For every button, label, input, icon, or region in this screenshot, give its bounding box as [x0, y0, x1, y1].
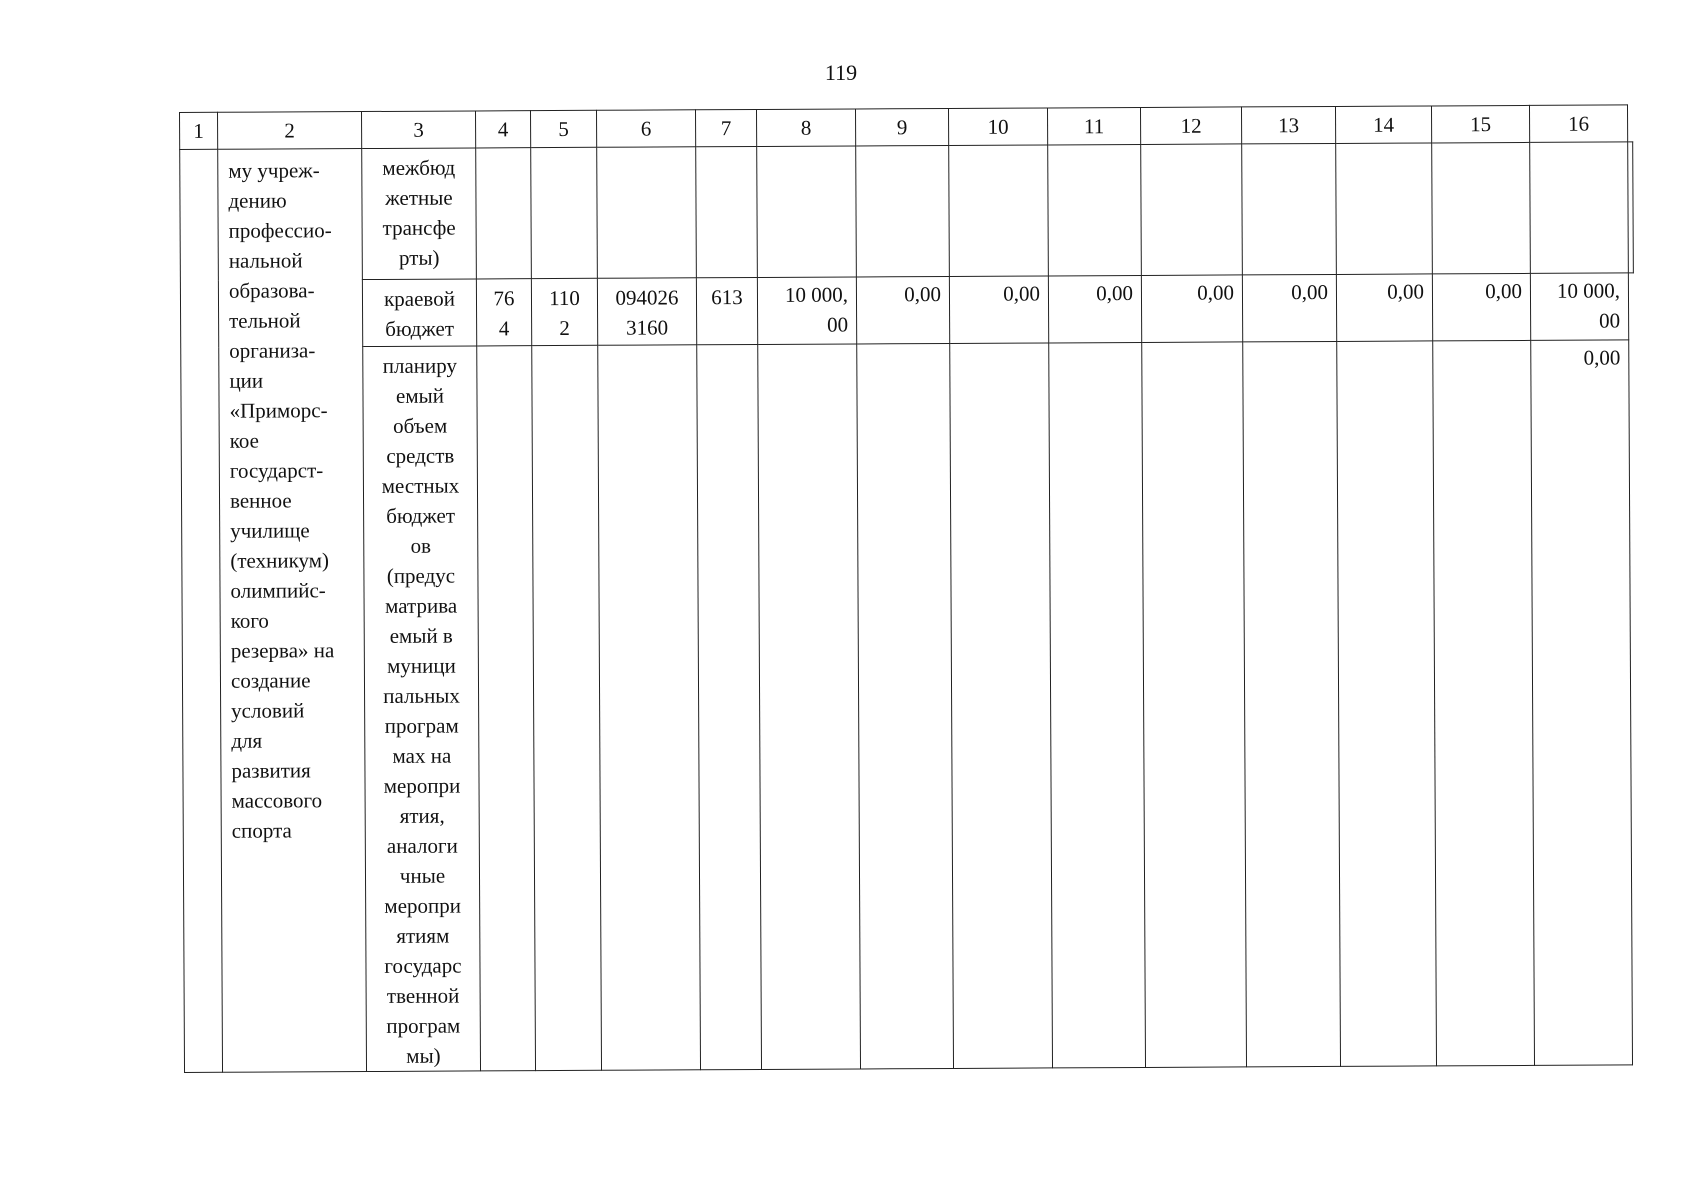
header-col-1: 1: [180, 112, 218, 149]
source-regional-cell: [362, 279, 476, 347]
empty-cell: [477, 346, 536, 1071]
amount-col-13: 0,00: [1242, 274, 1336, 341]
amount-col-8: [757, 277, 856, 345]
amount-col-14: 0,00: [1336, 274, 1432, 342]
empty-cell: [531, 147, 598, 278]
header-col-14: 14: [1335, 106, 1431, 144]
amount-col-16: [1530, 273, 1628, 341]
header-col-16: 16: [1529, 105, 1627, 143]
empty-cell: [697, 344, 762, 1069]
header-col-9: 9: [855, 108, 948, 145]
empty-cell: [1242, 143, 1337, 274]
empty-cell: [1433, 340, 1535, 1066]
header-col-15: 15: [1431, 105, 1529, 143]
source-planned-cell: [363, 346, 481, 1072]
empty-cell: [476, 148, 532, 279]
amount-col-15: 0,00: [1432, 273, 1530, 341]
empty-cell: [950, 343, 1053, 1069]
event-name-cell: [218, 149, 367, 1073]
empty-cell: [1048, 144, 1142, 275]
event-name-text: му учреж- дению профессио- нальной образова- тельной организа- ции «Приморс- кое государст- венное училище (техникум) олимпийс- кого резерва» на создание условий для развития массового спорта: [228, 158, 335, 843]
header-col-12: 12: [1140, 107, 1241, 145]
header-col-8: 8: [756, 109, 855, 147]
budget-table-sheet: [179, 104, 1638, 1072]
source-intertransfers-cell: [362, 148, 477, 280]
empty-cell: [1049, 342, 1146, 1067]
empty-cell: [1336, 143, 1433, 275]
header-col-5: 5: [530, 110, 596, 147]
header-col-11: 11: [1047, 107, 1140, 144]
empty-cell: [856, 145, 950, 276]
header-col-7: 7: [695, 109, 756, 146]
table-row: [180, 142, 1634, 281]
source-intertransfers-text: межбюд жетные трансфе рты): [382, 155, 456, 270]
empty-cell: [1141, 144, 1243, 276]
code-col-5: [531, 278, 597, 345]
empty-cell: [1243, 341, 1341, 1066]
empty-cell: [1337, 341, 1437, 1066]
empty-cell: [857, 343, 954, 1068]
header-col-13: 13: [1241, 106, 1335, 143]
empty-cell: [949, 145, 1049, 277]
code-col-4-text: 76 4: [493, 286, 515, 341]
empty-cell: [1432, 142, 1531, 274]
table-row: [181, 340, 1638, 1073]
empty-cell: [532, 345, 602, 1070]
source-planned-text: планиру емый объем средств местных бюджет ов (предус матрива емый в муници пальных програм мах на меропри ятия, аналоги чные меропри ятиям государс твенной програм мы): [381, 353, 462, 1068]
empty-cell: [597, 147, 697, 279]
header-col-2: 2: [218, 112, 362, 150]
planned-amount-col-16: 0,00: [1531, 340, 1633, 1066]
amount-col-8-text: 10 000, 00: [784, 282, 849, 337]
amount-col-11: 0,00: [1048, 275, 1141, 342]
amount-col-9: 0,00: [856, 276, 949, 343]
source-regional-text: краевой бюджет: [383, 286, 455, 341]
table-row: [180, 273, 1633, 348]
header-col-10: 10: [948, 108, 1047, 146]
amount-col-12: 0,00: [1141, 275, 1242, 343]
code-col-7: 613: [696, 277, 757, 344]
code-col-4: [476, 279, 531, 346]
row-number-cell: [180, 149, 223, 1072]
amount-col-16-text: 10 000, 00: [1556, 278, 1621, 333]
page-number: 119: [824, 60, 858, 85]
code-col-6: [597, 278, 696, 346]
header-col-4: 4: [475, 111, 530, 148]
code-col-6-text: 094026 3160: [615, 285, 679, 340]
empty-cell: [758, 344, 861, 1070]
empty-cell: [1142, 342, 1247, 1068]
empty-cell: [598, 345, 701, 1071]
code-col-5-text: 110 2: [549, 285, 580, 341]
budget-table: [179, 104, 1638, 1073]
empty-cell: [1530, 142, 1629, 274]
amount-col-10: 0,00: [949, 276, 1048, 344]
empty-cell: [696, 146, 758, 277]
empty-cell: [757, 146, 857, 278]
header-col-3: 3: [362, 111, 476, 149]
header-col-6: 6: [596, 110, 695, 148]
empty-cell: [1628, 142, 1634, 273]
